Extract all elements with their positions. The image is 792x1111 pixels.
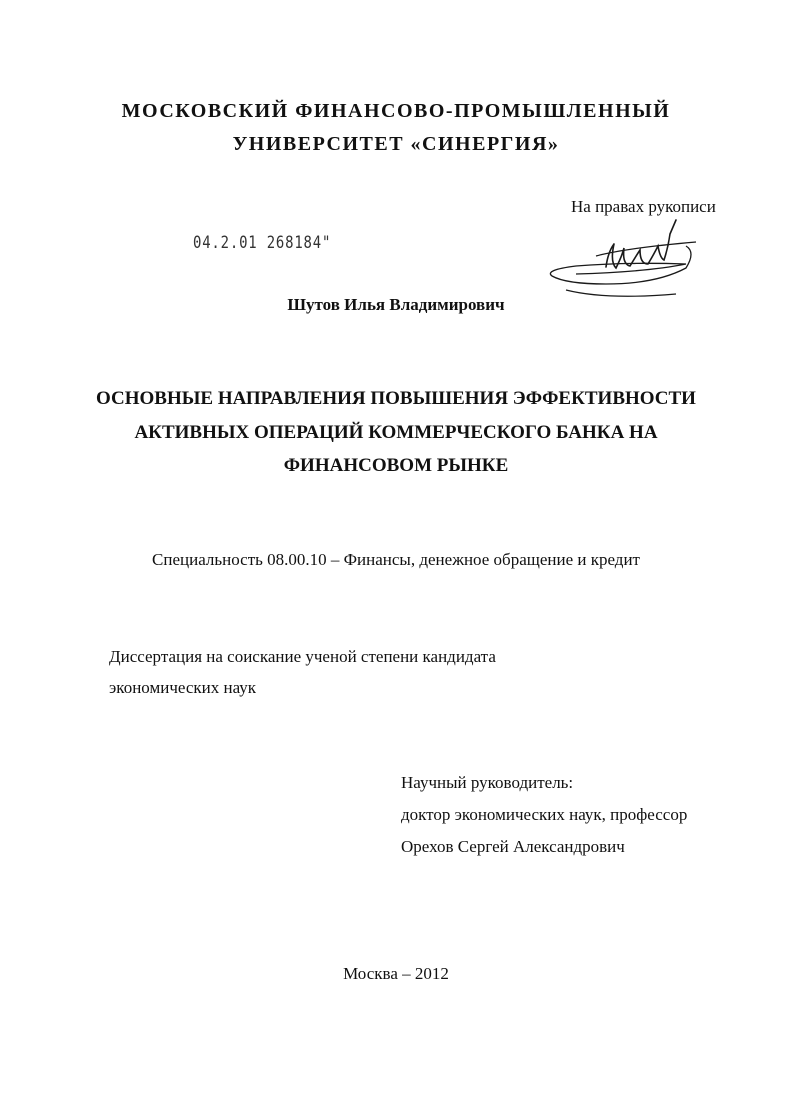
registration-stamp: 04.2.01 268184" [193,233,332,253]
dissertation-title-line-3: ФИНАНСОВОМ РЫНКЕ [283,455,509,476]
dissertation-title-line-2: АКТИВНЫХ ОПЕРАЦИЙ КОММЕРЧЕСКОГО БАНКА НА [134,422,658,443]
author-name: Шутов Илья Владимирович [287,295,505,314]
university-name-line-2: УНИВЕРСИТЕТ «СИНЕРГИЯ» [232,133,560,155]
supervisor-degree: доктор экономических наук, профессор [401,805,688,824]
author-signature [536,212,706,304]
dissertation-title-line-1: ОСНОВНЫЕ НАПРАВЛЕНИЯ ПОВЫШЕНИЯ ЭФФЕКТИВНОСТИ [96,388,696,409]
place-and-year: Москва – 2012 [343,964,449,983]
manuscript-rights-note: На правах рукописи [571,197,716,216]
dissertation-degree-line-2: экономических наук [109,678,257,697]
specialty-line: Специальность 08.00.10 – Финансы, денежное обращение и кредит [152,550,640,569]
dissertation-degree-line-1: Диссертация на соискание ученой степени кандидата [109,647,496,666]
university-name-line-1: МОСКОВСКИЙ ФИНАНСОВО-ПРОМЫШЛЕННЫЙ [121,100,671,122]
supervisor-name: Орехов Сергей Александрович [401,837,625,856]
supervisor-label: Научный руководитель: [401,773,574,792]
